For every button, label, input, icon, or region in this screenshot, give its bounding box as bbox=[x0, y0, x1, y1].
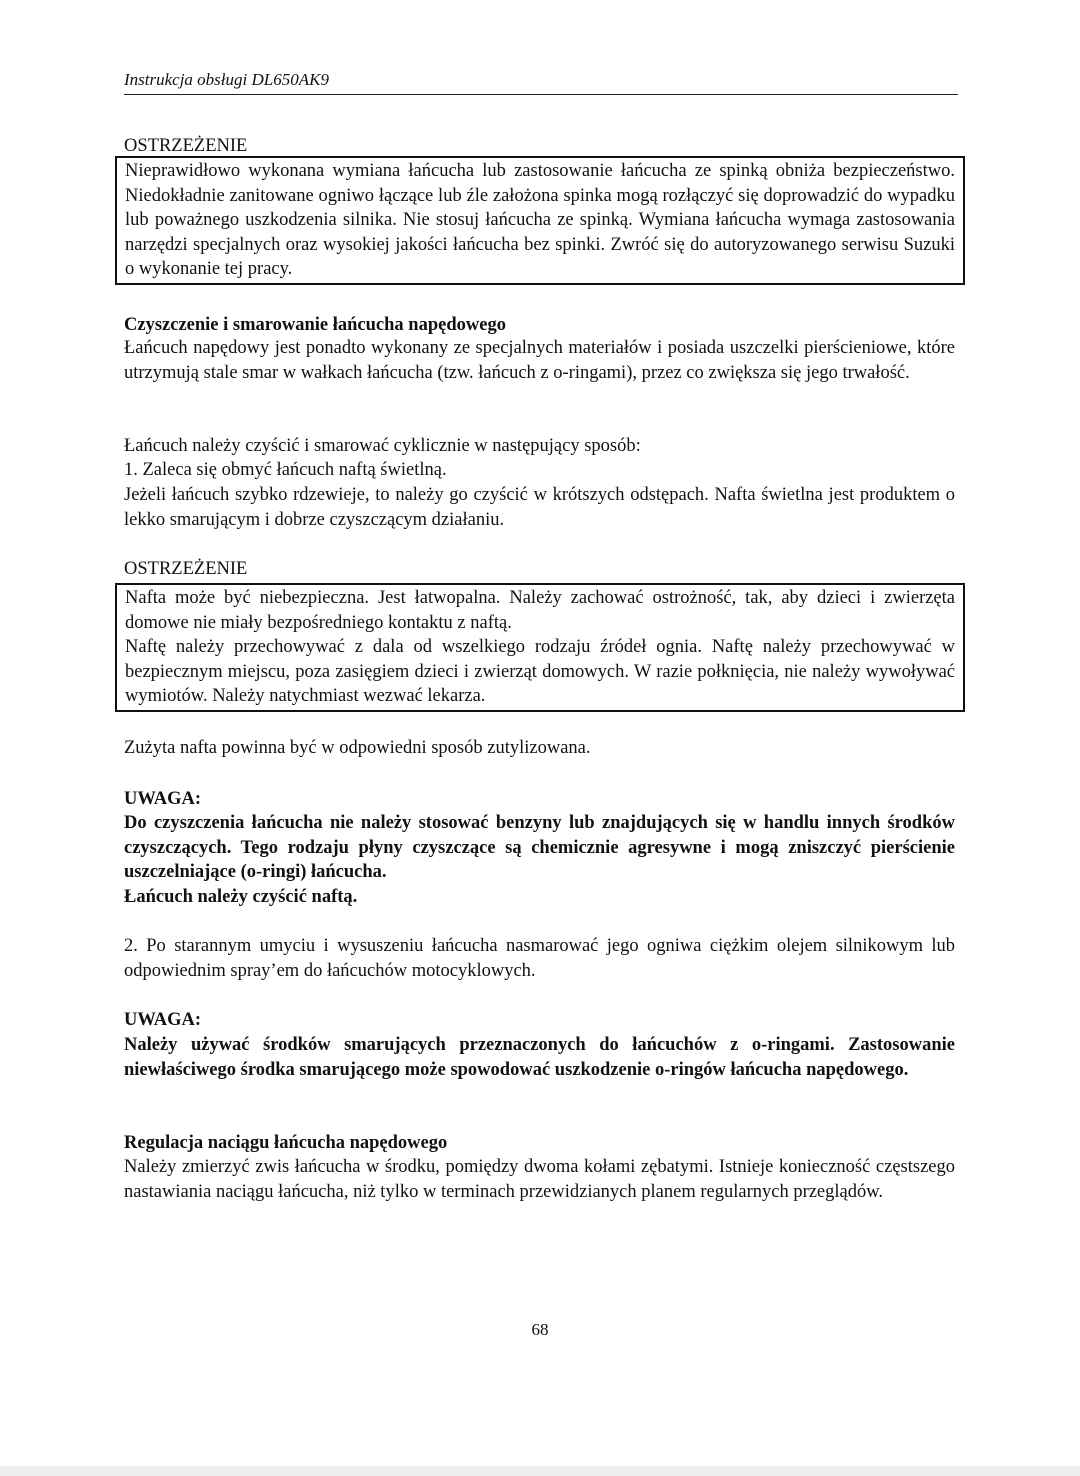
warning-box-2 bbox=[115, 583, 965, 712]
warning-heading-1: OSTRZEŻENIE bbox=[124, 136, 248, 156]
warning-text-2a: Nafta może być niebezpieczna. Jest łatwopalna. Należy zachować ostrożność, tak, aby dzieci i zwierzęta domowe nie miały bezpośredniego kontaktu z naftą. bbox=[125, 588, 955, 633]
warning-heading-2: OSTRZEŻENIE bbox=[124, 559, 248, 579]
section-text-cleaning: Łańcuch napędowy jest ponadto wykonany ze specjalnych materiałów i posiada uszczelki pierścieniowe, które utrzymują stale smar w wałkach łańcucha (tzw. łańcuch z o-ringami), przez co zwiększa się jego trwałość. bbox=[124, 338, 955, 383]
cleaning-step-1: 1. Zaleca się obmyć łańcuch naftą świetlną. bbox=[124, 460, 447, 480]
warning-box-1 bbox=[115, 156, 965, 285]
running-header: Instrukcja obsługi DL650AK9 bbox=[124, 70, 958, 95]
page-number: 68 bbox=[531, 1320, 549, 1339]
note-heading-1: UWAGA: bbox=[124, 789, 202, 809]
note-text-1b: Łańcuch należy czyścić naftą. bbox=[124, 887, 358, 907]
section-text-tension: Należy zmierzyć zwis łańcucha w środku, pomiędzy dwoma kołami zębatymi. Istnieje konieczność częstszego nastawiania naciągu łańcucha, niż tylko w terminach przewidzianych planem regularnych przeglądów. bbox=[124, 1157, 955, 1202]
warning-text-1: Nieprawidłowo wykonana wymiana łańcucha lub zastosowanie łańcucha ze spinką obniża bezpieczeństwo. Niedokładnie zanitowane ogniwo łączące lub źle założona spinka mogą rozłączyć się doprowadzić do wypadku lub poważnego uszkodzenia silnika. Nie stosuj łańcucha ze spinką. Wymiana łańcucha wymaga zastosowania narzędzi specjalnych oraz wysokiej jakości łańcucha bez spinki. Zwróć się do autoryzowanego serwisu Suzuki o wykonanie tej pracy. bbox=[125, 161, 955, 280]
note-heading-2: UWAGA: bbox=[124, 1010, 202, 1030]
section-heading-tension: Regulacja naciągu łańcucha napędowego bbox=[124, 1133, 448, 1153]
note-text-1: Do czyszczenia łańcucha nie należy stosować benzyny lub znajdujących się w handlu innych środków czyszczących. Tego rodzaju płyny czyszczące są chemicznie agresywne i mogą zniszczyć pierścienie uszczelniające (o-ringi) łańcucha. bbox=[124, 813, 955, 883]
section-heading-cleaning: Czyszczenie i smarowanie łańcucha napędowego bbox=[124, 315, 506, 335]
step-2-text: 2. Po starannym umyciu i wysuszeniu łańcucha nasmarować jego ogniwa ciężkim olejem silnikowym lub odpowiednim spray’em do łańcuchów motocyklowych. bbox=[124, 936, 955, 981]
cleaning-step-1-text: Jeżeli łańcuch szybko rdzewieje, to należy go czyścić w krótszych odstępach. Nafta świetlna jest produktem o lekko smarującym i dobrze czyszczącym działaniu. bbox=[124, 485, 955, 530]
warning-text-2b: Naftę należy przechowywać z dala od wszelkiego rodzaju źródeł ognia. Naftę należy przechowywać w bezpiecznym miejscu, poza zasięgiem dzieci i zwierząt domowych. W razie połknięcia, nie należy wywoływać wymiotów. Należy natychmiast wezwać lekarza. bbox=[125, 637, 955, 707]
viewer-bottom-bar bbox=[0, 1466, 1080, 1476]
cleaning-intro: Łańcuch należy czyścić i smarować cyklicznie w następujący sposób: bbox=[124, 436, 641, 456]
note-text-2: Należy używać środków smarujących przeznaczonych do łańcuchów z o-ringami. Zastosowanie niewłaściwego środka smarującego może spowodować uszkodzenie o-ringów łańcucha napędowego. bbox=[124, 1035, 955, 1080]
disposal-text: Zużyta nafta powinna być w odpowiedni sposób zutylizowana. bbox=[124, 738, 591, 758]
